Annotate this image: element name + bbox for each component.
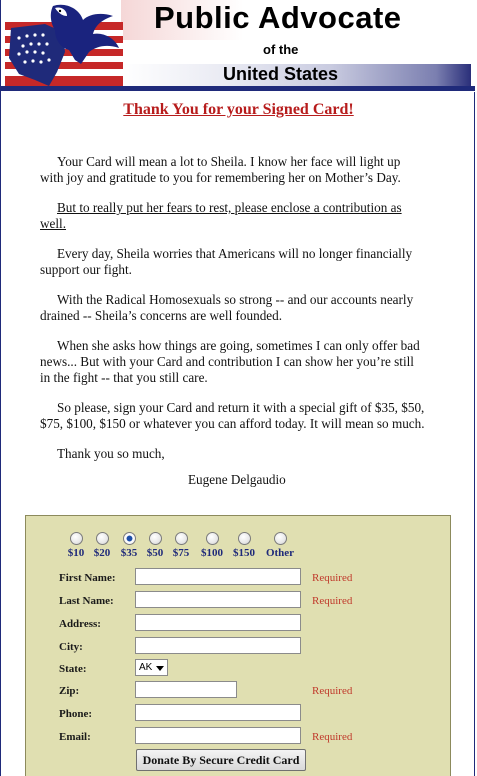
amount-label: $100 [201, 547, 223, 559]
chevron-down-icon[interactable] [156, 666, 164, 671]
zip-label: Zip: [59, 685, 80, 697]
amount-option-50[interactable] [143, 532, 167, 559]
amount-label: $150 [233, 547, 255, 559]
state-select-value: AK [139, 662, 153, 673]
site-title: Public Advocate [154, 0, 402, 35]
city-label: City: [59, 641, 83, 653]
amount-option-20[interactable] [90, 532, 114, 559]
last-name-required: Required [312, 595, 353, 607]
amount-option-10[interactable] [64, 532, 88, 559]
letter-paragraph: When she asks how things are going, sometimes I can only offer bad news... But with your Card and contribution I can show her you’re still in the fight -- that you still care. [40, 338, 420, 385]
city-field[interactable] [135, 637, 301, 654]
state-select[interactable] [135, 659, 168, 676]
radio-icon[interactable] [96, 532, 109, 545]
last-name-field[interactable] [135, 591, 301, 608]
site-title-of-the: of the [263, 42, 299, 57]
email-field[interactable] [135, 727, 301, 744]
amount-label: $20 [93, 547, 111, 559]
first-name-required: Required [312, 572, 353, 584]
radio-icon[interactable] [206, 532, 219, 545]
header-divider [1, 86, 475, 91]
amount-option-100[interactable] [197, 532, 227, 559]
letter-body [40, 154, 425, 476]
amount-label: $75 [172, 547, 190, 559]
letter-paragraph-underlined [40, 200, 425, 232]
email-label: Email: [59, 731, 91, 743]
amount-option-35[interactable] [117, 532, 141, 559]
address-label: Address: [59, 618, 101, 630]
first-name-field[interactable] [135, 568, 301, 585]
header-banner [1, 0, 475, 92]
page-headline: Thank You for your Signed Card! [123, 101, 354, 118]
letter-paragraph: Your Card will mean a lot to Sheila. I know her face will light up with joy and gratitude to you for remembering her on Mother’s Day. [40, 154, 401, 185]
amount-option-75[interactable] [169, 532, 193, 559]
donate-button[interactable]: Donate By Secure Credit Card [136, 749, 306, 771]
site-title-united-states: United States [223, 64, 339, 84]
radio-icon[interactable] [274, 532, 287, 545]
eagle-flag-logo-icon [5, 2, 123, 90]
zip-required: Required [312, 685, 353, 697]
state-label: State: [59, 663, 87, 675]
letter-paragraph: With the Radical Homosexuals so strong -- and our accounts nearly drained -- Sheila’s concerns are well founded. [40, 292, 414, 323]
radio-selected-icon[interactable] [123, 532, 136, 545]
amount-label: $10 [67, 547, 85, 559]
radio-icon[interactable] [238, 532, 251, 545]
letter-signature: Eugene Delgaudio [188, 472, 286, 487]
zip-field[interactable] [135, 681, 237, 698]
radio-icon[interactable] [70, 532, 83, 545]
phone-field[interactable] [135, 704, 301, 721]
radio-icon[interactable] [149, 532, 162, 545]
amount-option-150[interactable] [229, 532, 259, 559]
amount-label: $50 [146, 547, 164, 559]
amount-option-other[interactable] [263, 532, 297, 559]
letter-underlined-text: But to really put her fears to rest, please enclose a contribution as well. [40, 200, 402, 231]
address-field[interactable] [135, 614, 301, 631]
first-name-label: First Name: [59, 572, 116, 584]
letter-closing: Thank you so much, [57, 446, 165, 461]
donation-form [25, 515, 451, 776]
letter-paragraph: So please, sign your Card and return it with a special gift of $35, $50, $75, $100, $150 or whatever you can afford today. It will mean so much. [40, 400, 425, 431]
radio-icon[interactable] [175, 532, 188, 545]
last-name-label: Last Name: [59, 595, 114, 607]
letter-paragraph: Every day, Sheila worries that Americans will no longer financially support our fight. [40, 246, 413, 277]
email-required: Required [312, 731, 353, 743]
phone-label: Phone: [59, 708, 92, 720]
amount-label: $35 [120, 547, 138, 559]
amount-label: Other [265, 547, 295, 559]
